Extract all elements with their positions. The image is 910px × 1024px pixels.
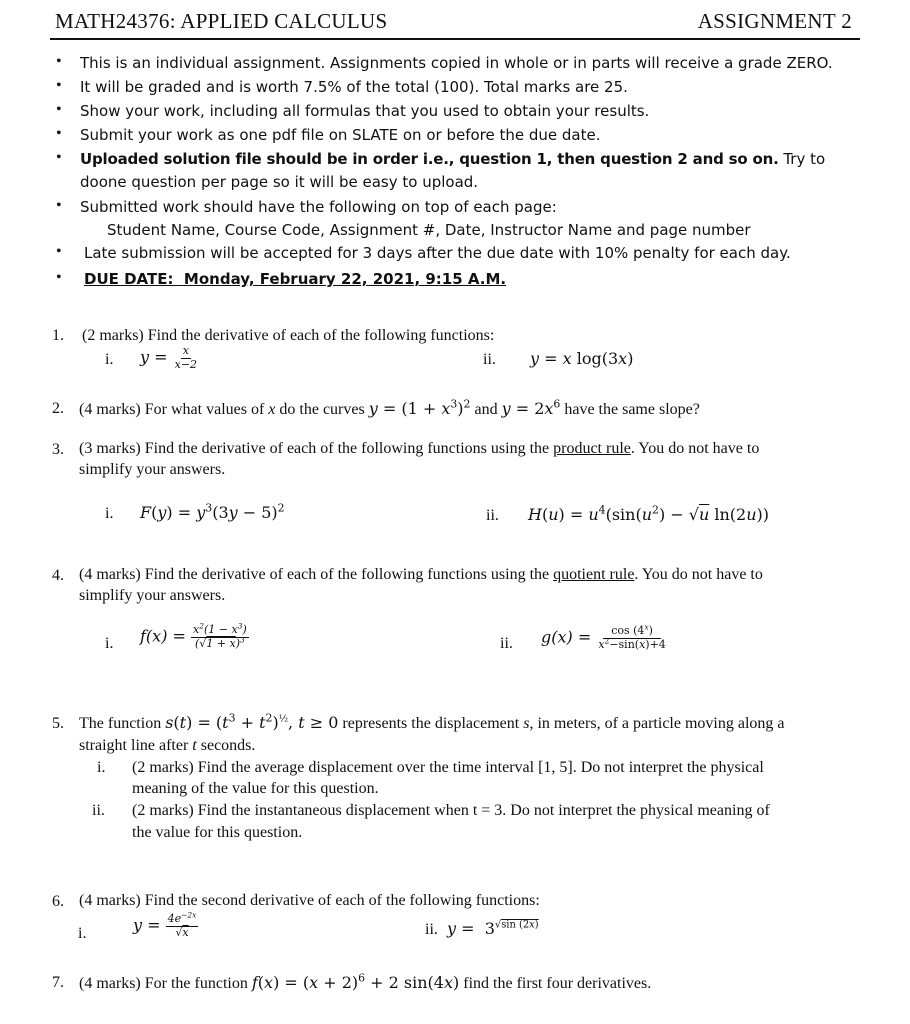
q4-text-line2: simplify your answers. [79,587,226,604]
q3-text [79,440,759,458]
q1-number: 1. [52,327,64,344]
q5-number: 5. [52,715,64,732]
instruction-6: Submitted work should have the following on top of each page: [80,198,557,216]
assignment-title: ASSIGNMENT 2 [697,9,852,33]
instruction-7: Late submission will be accepted for 3 days after the due date with 10% penalty for each day. [84,244,791,262]
bullet-icon: • [56,243,62,260]
instruction-5-rest: Try to [778,150,826,168]
q1-ii-formula: y = x log(3x) [530,349,634,368]
q2-text-pre: (4 marks) For what values of [79,401,269,418]
q5-text-line2 [79,737,255,755]
q7-text-post: find the first four derivatives. [459,975,652,992]
q5-var-t: t [192,737,197,754]
q1-i-label: i. [105,351,114,368]
instruction-5 [80,150,825,168]
q5-ii-label: ii. [92,802,105,819]
q4-text [79,566,763,584]
header-rule [50,38,860,40]
q2-text-mid: do the curves [275,401,369,418]
q4-text-post: . You do not have to [634,566,763,583]
q4-ii-formula: g(x) = $\frac{\cos (4^x)}{x^2-\sin(x)+4}$ [541,622,666,651]
q4-i-formula: f(x) = $\frac{x^2(1 - x^3)}{(√1 + x)^3}$ [140,621,247,650]
q4-ii-label: ii. [500,635,513,652]
q2-text: (4 marks) For what values of x do the curves $y = (1 + x^3)^2$ and $y = 2x^6$ have the same slope? [79,397,700,418]
course-title: MATH24376: APPLIED CALCULUS [55,9,388,33]
bullet-icon: • [56,197,62,214]
q4-text-pre: (4 marks) Find the derivative of each of the following functions using the [79,566,554,583]
instruction-5-bold: Uploaded solution file should be in order i.e., question 1, then question 2 and so on. [80,150,779,168]
q2-text-post: have the same slope? [560,401,700,418]
q4-i-label: i. [105,635,114,652]
q5-line2-pre: straight line after [79,737,193,754]
q3-text-post: . You do not have to [630,440,760,457]
bullet-icon: • [56,101,62,118]
q4-quotient-rule: quotient rule [553,566,635,583]
q3-number: 3. [52,441,64,458]
q7-text-pre: (4 marks) For the function [79,975,252,992]
q5-i-text-line2: meaning of the value for this question. [132,780,379,797]
q5-i-text: (2 marks) Find the average displacement over the time interval [1, 5]. Do not interpret the physical [132,759,764,776]
instruction-6-sub: Student Name, Course Code, Assignment #, Date, Instructor Name and page number [107,221,751,239]
instruction-3: Show your work, including all formulas that you used to obtain your results. [80,102,650,120]
q6-ii-label: ii. [425,921,438,938]
q2-text-and: and [470,401,502,418]
q6-i-label: i. [78,925,87,942]
q3-i-label: i. [105,505,114,522]
q2-var-x: x [268,401,276,418]
instruction-4: Submit your work as one pdf file on SLATE on or before the due date. [80,126,601,144]
bullet-icon: • [56,269,62,286]
due-date: DUE DATE: Monday, February 22, 2021, 9:15 A.M. [84,270,507,288]
q2-number: 2. [52,400,64,417]
q4-number: 4. [52,567,64,584]
q5-text-pre: The function [79,715,166,732]
q5-text-post2: , in meters, of a particle moving along a [529,715,785,732]
q3-product-rule: product rule [553,440,631,457]
bullet-icon: • [56,53,62,70]
bullet-icon: • [56,77,62,94]
q5-line2-post: seconds. [196,737,256,754]
instruction-2: It will be graded and is worth 7.5% of the total (100). Total marks are 25. [80,78,628,96]
q1-i-formula: y = $\frac{x}{x-2}$ [140,344,198,371]
q3-text-line2: simplify your answers. [79,461,226,478]
q5-ii-text: (2 marks) Find the instantaneous displacement when t = 3. Do not interpret the physical meaning of [132,802,770,819]
bullet-icon: • [56,125,62,142]
bullet-icon: • [56,149,62,166]
q5-text: The function $s(t) = (t^3 + t^2)^{\frac{1}{2}}$, t ≥ 0 represents the displacement s, in meters, of a particle moving along a [79,711,785,732]
instruction-5-line2: doone question per page so it will be easy to upload. [80,173,479,191]
q6-i-formula: y = $\frac{4e^{-2x}}{√x}$ [133,910,197,939]
q3-i-formula: $F(y) = y^3(3y - 5)^2$ [140,501,285,522]
q7-number: 7. [52,974,64,991]
q7-text: (4 marks) For the function $f(x) = (x + 2)^6 + 2$ sin(4x) find the first four derivatives. [79,971,652,992]
q1-text: (2 marks) Find the derivative of each of the following functions: [82,327,495,344]
q5-text-post1: represents the displacement [338,715,524,732]
q3-text-pre: (3 marks) Find the derivative of each of the following functions using the [79,440,554,457]
q6-ii-formula: $y = 3^{√sin (2x)}$ [447,919,539,938]
q5-ii-text-line2: the value for this question. [132,824,303,841]
q3-ii-label: ii. [486,507,499,524]
q6-text: (4 marks) Find the second derivative of each of the following functions: [79,892,540,909]
q5-var-s: s [523,715,530,732]
q5-i-label: i. [97,759,106,776]
q1-ii-label: ii. [483,351,496,368]
instruction-1: This is an individual assignment. Assignments copied in whole or in parts will receive a grade ZERO. [80,54,833,72]
q6-number: 6. [52,893,64,910]
q3-ii-formula: $H(u) = u^4(\sin(u^2) - √u$ ln(2u)) [528,503,769,524]
